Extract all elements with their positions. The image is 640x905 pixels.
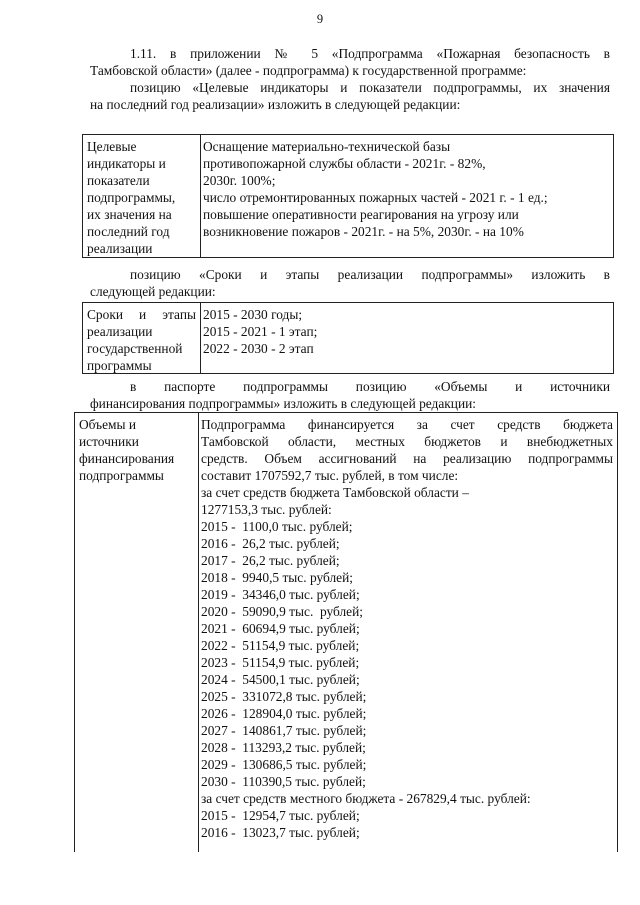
- regional-budget-line: 2021 - 60694,9 тыс. рублей;: [201, 621, 360, 636]
- timing-table-value-cell: [199, 303, 613, 373]
- item-1-11-line-4: на последний год реализации» изложить в следующей редакции:: [90, 97, 461, 112]
- funding-intro-text-line: Тамбовской области, местных бюджетов и внебюджетных: [201, 434, 613, 449]
- targets-label-line: их значения на: [87, 207, 172, 222]
- targets-value-line: противопожарной службы области - 2021г. - 82%,: [203, 156, 486, 171]
- targets-table: [82, 134, 614, 258]
- targets-label-line: подпрограммы,: [87, 190, 176, 205]
- regional-budget-line: 2018 - 9940,5 тыс. рублей;: [201, 570, 353, 585]
- targets-table-label-cell: [83, 135, 201, 257]
- regional-budget-line: 2020 - 59090,9 тыс. рублей;: [201, 604, 364, 619]
- timing-table: [82, 302, 614, 374]
- funding-label-line: источники: [79, 434, 139, 449]
- local-budget-line: 2016 - 13023,7 тыс. рублей;: [201, 825, 360, 840]
- funding-label-line: Объемы и: [79, 417, 137, 432]
- item-1-11-line-3: позицию «Целевые индикаторы и показатели подпрограммы, их значения: [130, 80, 610, 95]
- funding-intro-text-line: Подпрограмма финансируется за счет средств бюджета: [201, 417, 613, 432]
- funding-intro: [90, 378, 610, 412]
- funding-table-value-cell: [197, 413, 617, 852]
- funding-intro-line-2: финансирования подпрограммы» изложить в следующей редакции:: [90, 396, 477, 411]
- regional-budget-line: 2022 - 51154,9 тыс. рублей;: [201, 638, 360, 653]
- timing-label-line: государственной: [87, 341, 183, 356]
- timing-label-line: программы: [87, 358, 152, 373]
- funding-table-label-cell: [75, 413, 199, 852]
- funding-label-line: подпрограммы: [79, 468, 164, 483]
- funding-intro-text-line: составит 1707592,7 тыс. рублей, в том числе:: [201, 468, 459, 483]
- regional-budget-line: за счет средств бюджета Тамбовской области –: [201, 485, 469, 500]
- targets-label-line: показатели: [87, 173, 150, 188]
- timing-value-line: 2015 - 2030 годы;: [203, 307, 303, 322]
- local-budget-line: за счет средств местного бюджета - 267829,4 тыс. рублей:: [201, 791, 531, 806]
- targets-value-line: Оснащение материально-технической базы: [203, 139, 451, 154]
- timing-value-line: 2022 - 2030 - 2 этап: [203, 341, 314, 356]
- timing-label-line: Сроки и этапы: [87, 307, 196, 322]
- regional-budget-line: 2025 - 331072,8 тыс. рублей;: [201, 689, 367, 704]
- regional-budget-line: 1277153,3 тыс. рублей:: [201, 502, 332, 517]
- funding-intro-line-1: в паспорте подпрограммы позицию «Объемы и источники: [130, 379, 610, 394]
- page-number: 9: [316, 12, 324, 26]
- targets-label-line: последний год: [87, 224, 170, 239]
- targets-label-line: индикаторы и: [87, 156, 166, 171]
- regional-budget-line: 2028 - 113293,2 тыс. рублей;: [201, 740, 366, 755]
- regional-budget-line: 2027 - 140861,7 тыс. рублей;: [201, 723, 367, 738]
- regional-budget-line: 2017 - 26,2 тыс. рублей;: [201, 553, 340, 568]
- targets-table-value-cell: [199, 135, 613, 257]
- targets-value-line: число отремонтированных пожарных частей - 2021 г. - 1 ед.;: [203, 190, 548, 205]
- regional-budget-line: 2016 - 26,2 тыс. рублей;: [201, 536, 340, 551]
- regional-budget-line: 2024 - 54500,1 тыс. рублей;: [201, 672, 360, 687]
- targets-value-line: возникновение пожаров - 2021г. - на 5%, 2030г. - на 10%: [203, 224, 524, 239]
- funding-label-line: финансирования: [79, 451, 175, 466]
- timing-table-label-cell: [83, 303, 201, 373]
- item-1-11-line-1: 1.11. в приложении № 5 «Подпрограмма «Пожарная безопасность в: [130, 46, 610, 61]
- timing-intro-line-2: следующей редакции:: [90, 284, 216, 299]
- regional-budget-line: 2030 - 110390,5 тыс. рублей;: [201, 774, 366, 789]
- targets-value-line: повышение оперативности реагирования на угрозу или: [203, 207, 519, 222]
- timing-label-line: реализации: [87, 324, 153, 339]
- targets-label-line: Целевые: [87, 139, 137, 154]
- timing-intro: [90, 266, 610, 300]
- regional-budget-line: 2026 - 128904,0 тыс. рублей;: [201, 706, 367, 721]
- item-1-11-line-2: Тамбовской области» (далее - подпрограмма) к государственной программе:: [90, 63, 527, 78]
- regional-budget-line: 2019 - 34346,0 тыс. рублей;: [201, 587, 360, 602]
- targets-value-line: 2030г. 100%;: [203, 173, 276, 188]
- targets-label-line: реализации: [87, 241, 153, 256]
- item-1-11: [90, 45, 610, 113]
- regional-budget-line: 2023 - 51154,9 тыс. рублей;: [201, 655, 360, 670]
- regional-budget-line: 2029 - 130686,5 тыс. рублей;: [201, 757, 367, 772]
- local-budget-line: 2015 - 12954,7 тыс. рублей;: [201, 808, 360, 823]
- funding-intro-text-line: средств. Объем ассигнований на реализацию подпрограммы: [201, 451, 613, 466]
- funding-table: [74, 412, 618, 852]
- timing-value-line: 2015 - 2021 - 1 этап;: [203, 324, 318, 339]
- regional-budget-line: 2015 - 1100,0 тыс. рублей;: [201, 519, 353, 534]
- timing-intro-line-1: позицию «Сроки и этапы реализации подпрограммы» изложить в: [130, 267, 610, 282]
